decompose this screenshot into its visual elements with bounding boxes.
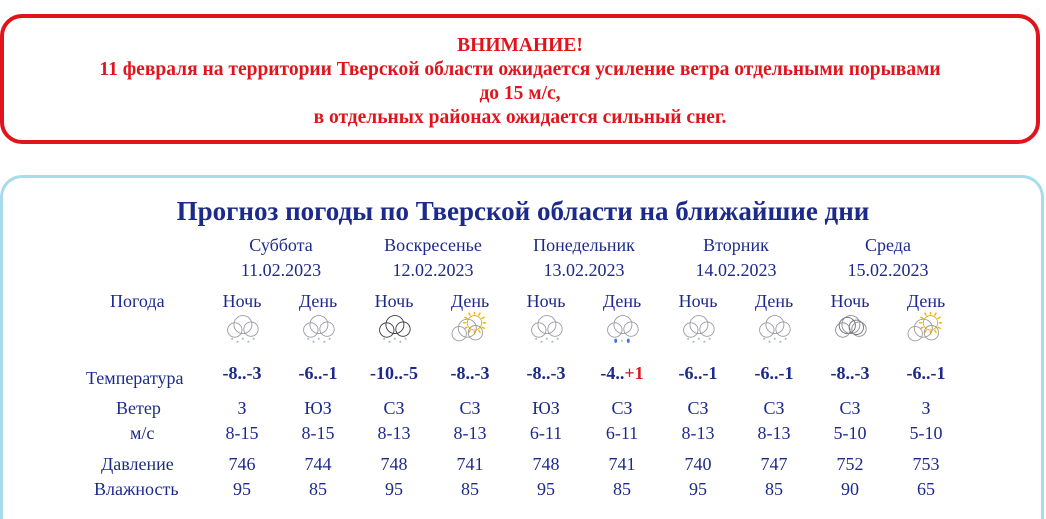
period-label: Ночь bbox=[526, 291, 566, 311]
temperature-value: -8..-3 bbox=[450, 363, 490, 383]
snow-cloud-icon bbox=[219, 312, 265, 348]
wind-direction: СЗ bbox=[839, 398, 861, 418]
wind-speed: 6-11 bbox=[605, 423, 639, 443]
wind-direction: СЗ bbox=[383, 398, 405, 418]
temperature-value: -8..-3 bbox=[526, 363, 566, 383]
wind-direction: СЗ bbox=[763, 398, 785, 418]
pressure-value: 741 bbox=[456, 454, 484, 474]
svg-text:*: * bbox=[236, 340, 239, 347]
sun-cloud-icon bbox=[447, 312, 493, 348]
snow-cloud-icon bbox=[751, 312, 797, 348]
period-label: Ночь bbox=[374, 291, 414, 311]
svg-text:*: * bbox=[620, 339, 624, 346]
humidity-value: 85 bbox=[613, 479, 631, 499]
svg-text:*: * bbox=[252, 337, 256, 344]
warning-banner bbox=[0, 14, 1040, 144]
day-date: 13.02.2023 bbox=[543, 260, 625, 280]
svg-text:*: * bbox=[246, 340, 250, 347]
forecast-title: Прогноз погоды по Тверской области на ближайшие дни bbox=[176, 196, 870, 226]
svg-text:*: * bbox=[702, 340, 706, 347]
period-label: Ночь bbox=[222, 291, 262, 311]
wind-speed: 8-13 bbox=[453, 423, 487, 443]
svg-text:*: * bbox=[312, 340, 315, 347]
dark-snow-cloud-icon bbox=[371, 312, 417, 348]
wind-direction: СЗ bbox=[459, 398, 481, 418]
svg-text:*: * bbox=[241, 337, 245, 344]
svg-text:*: * bbox=[382, 337, 386, 344]
day-date: 14.02.2023 bbox=[695, 260, 777, 280]
humidity-value: 95 bbox=[233, 479, 251, 499]
temperature-value: -8..-3 bbox=[830, 363, 870, 383]
day-name: Понедельник bbox=[533, 235, 635, 255]
svg-text:*: * bbox=[778, 340, 782, 347]
svg-text:*: * bbox=[686, 337, 690, 344]
svg-text:*: * bbox=[784, 337, 788, 344]
row-label-weather: Погода bbox=[110, 291, 165, 311]
svg-text:*: * bbox=[556, 337, 560, 344]
warning-title: ВНИМАНИЕ! bbox=[457, 35, 583, 56]
pressure-value: 753 bbox=[912, 454, 940, 474]
humidity-value: 85 bbox=[309, 479, 327, 499]
cloud-icon bbox=[827, 312, 873, 348]
warning-text-line-3: в отдельных районах ожидается сильный снег. bbox=[313, 107, 727, 128]
pressure-value: 744 bbox=[304, 454, 332, 474]
svg-text:*: * bbox=[388, 340, 391, 347]
wind-direction: СЗ bbox=[611, 398, 633, 418]
wind-speed: 5-10 bbox=[833, 423, 867, 443]
day-name: Среда bbox=[865, 235, 911, 255]
svg-text:*: * bbox=[708, 337, 712, 344]
temperature-value: -6..-1 bbox=[298, 363, 338, 383]
row-label-wind: Ветер bbox=[116, 398, 161, 418]
snow-cloud-icon bbox=[295, 312, 341, 348]
svg-text:*: * bbox=[540, 340, 543, 347]
temperature-value: -6..-1 bbox=[678, 363, 718, 383]
humidity-value: 95 bbox=[689, 479, 707, 499]
temperature-negative-part: -4.. bbox=[600, 363, 625, 383]
snow-cloud-icon bbox=[523, 312, 569, 348]
pressure-value: 748 bbox=[380, 454, 408, 474]
svg-text:*: * bbox=[230, 337, 234, 344]
pressure-value: 747 bbox=[760, 454, 788, 474]
temperature-value: -10..-5 bbox=[370, 363, 418, 383]
svg-text:*: * bbox=[398, 340, 402, 347]
wind-direction: СЗ bbox=[687, 398, 709, 418]
wind-speed: 8-13 bbox=[681, 423, 715, 443]
period-label: День bbox=[906, 291, 946, 311]
svg-text:*: * bbox=[322, 340, 326, 347]
wind-speed: 8-15 bbox=[225, 423, 259, 443]
svg-text:*: * bbox=[692, 340, 695, 347]
wind-speed: 5-10 bbox=[909, 423, 943, 443]
day-name: Суббота bbox=[249, 235, 313, 255]
temperature-value: -6..-1 bbox=[906, 363, 946, 383]
sun-cloud-icon bbox=[903, 312, 949, 348]
temperature-value: -6..-1 bbox=[754, 363, 794, 383]
day-name: Воскресенье bbox=[384, 235, 482, 255]
pressure-value: 746 bbox=[228, 454, 256, 474]
period-label: День bbox=[450, 291, 490, 311]
svg-text:*: * bbox=[393, 337, 397, 344]
day-date: 15.02.2023 bbox=[847, 260, 929, 280]
svg-text:*: * bbox=[545, 337, 549, 344]
svg-text:*: * bbox=[762, 337, 766, 344]
wind-speed: 8-13 bbox=[377, 423, 411, 443]
pressure-value: 748 bbox=[532, 454, 560, 474]
day-date: 12.02.2023 bbox=[392, 260, 474, 280]
period-label: День bbox=[602, 291, 642, 311]
temperature-value bbox=[600, 362, 643, 384]
svg-text:*: * bbox=[534, 337, 538, 344]
svg-text:*: * bbox=[328, 337, 332, 344]
svg-text:*: * bbox=[306, 337, 310, 344]
svg-text:*: * bbox=[404, 337, 408, 344]
svg-text:*: * bbox=[317, 337, 321, 344]
snow-cloud-icon bbox=[675, 312, 721, 348]
humidity-value: 90 bbox=[841, 479, 859, 499]
wind-speed: 8-15 bbox=[301, 423, 335, 443]
humidity-value: 85 bbox=[765, 479, 783, 499]
wind-direction: З bbox=[921, 398, 931, 418]
period-label: Ночь bbox=[830, 291, 870, 311]
wind-speed: 6-11 bbox=[529, 423, 563, 443]
svg-text:*: * bbox=[697, 337, 701, 344]
svg-text:*: * bbox=[550, 340, 554, 347]
wind-direction: ЮЗ bbox=[532, 398, 560, 418]
warning-text-line-2: до 15 м/с, bbox=[479, 83, 561, 104]
svg-text:*: * bbox=[768, 340, 771, 347]
row-label-humidity: Влажность bbox=[94, 479, 179, 499]
row-label-wind-unit: м/с bbox=[130, 423, 155, 443]
pressure-value: 740 bbox=[684, 454, 712, 474]
humidity-value: 85 bbox=[461, 479, 479, 499]
pressure-value: 752 bbox=[836, 454, 864, 474]
temperature-value: -8..-3 bbox=[222, 363, 262, 383]
pressure-value: 741 bbox=[608, 454, 636, 474]
warning-text-line-1: 11 февраля на территории Тверской области ожидается усиление ветра отдельными порывами bbox=[99, 59, 941, 80]
svg-text:*: * bbox=[773, 337, 777, 344]
day-date: 11.02.2023 bbox=[240, 260, 322, 280]
period-label: День bbox=[754, 291, 794, 311]
sleet-cloud-icon bbox=[599, 312, 645, 348]
wind-direction: ЮЗ bbox=[304, 398, 332, 418]
humidity-value: 95 bbox=[385, 479, 403, 499]
wind-direction: З bbox=[237, 398, 247, 418]
row-label-temperature: Температура bbox=[86, 368, 184, 388]
humidity-value: 95 bbox=[537, 479, 555, 499]
day-name: Вторник bbox=[703, 235, 769, 255]
period-label: Ночь bbox=[678, 291, 718, 311]
row-label-pressure: Давление bbox=[101, 454, 174, 474]
wind-speed: 8-13 bbox=[757, 423, 791, 443]
temperature-positive-part: +1 bbox=[624, 363, 644, 383]
period-label: День bbox=[298, 291, 338, 311]
humidity-value: 65 bbox=[917, 479, 935, 499]
